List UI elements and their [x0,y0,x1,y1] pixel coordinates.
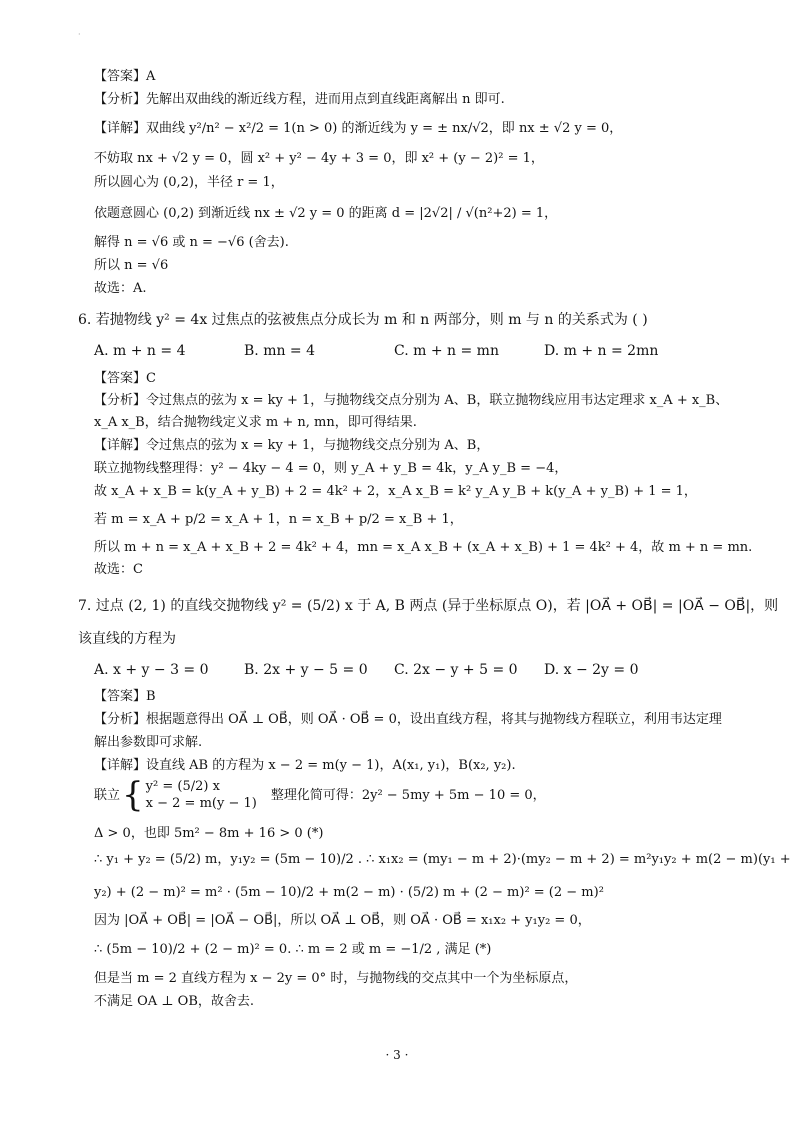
system-equation-1: y² = (5/2) x [145,779,220,794]
detail-line: 故选：A. [94,281,147,296]
detail-line: 但是当 m = 2 直线方程为 x − 2y = 0° 时，与抛物线的交点其中一个为坐标原点， [94,971,578,986]
equation-system [94,775,546,815]
detail-line: ∴ y₁ + y₂ = (5/2) m，y₁y₂ = (5m − 10)/2 . ∴ x₁x₂ = (my₁ − m + 2)·(my₂ − m + 2) = m²y₁y₂ + m(2 − m)(y₁ + [94,852,791,867]
detail-line: 不满足 OA ⊥ OB，故舍去. [94,994,255,1009]
detail-line: Δ > 0，也即 5m² − 8m + 16 > 0 (*) [94,826,324,841]
answer-label: 【答案】A [94,69,156,84]
analysis-text: 解出参数即可求解. [94,735,203,750]
question-6-options [94,342,714,360]
page-number: · 3 · [385,1048,409,1062]
option-a: A. x + y − 3 = 0 [94,662,209,678]
detail-line: 所以 n = √6 [94,258,169,273]
detail-line: 若 m = x_A + p/2 = x_A + 1，n = x_B + p/2 = x_B + 1， [94,512,463,527]
detail-line: y₂) + (2 − m)² = m² · (5m − 10)/2 + m(2 − m) · (5/2) m + (2 − m)² = (2 − m)² [94,885,604,900]
system-label: 联立 [94,787,121,803]
detail-line: 【详解】双曲线 y²/n² − x²/2 = 1(n > 0) 的渐近线为 y = ± nx/√2，即 nx ± √2 y = 0， [94,121,623,136]
system-result: 整理化简可得：2y² − 5my + 5m − 10 = 0， [270,787,546,803]
question-7: 7. 过点 (2, 1) 的直线交抛物线 y² = (5/2) x 于 A, B 两点 (异于坐标原点 O)，若 |OA⃗ + OB⃗| = |OA⃗ − OB⃗|，则 [78,598,779,614]
detail-line: 解得 n = √6 或 n = −√6 (舍去). [94,235,289,250]
analysis-text: 【分析】令过焦点的弦为 x = ky + 1，与抛物线交点分别为 A、B，联立抛物线应用韦达定理求 x_A + x_B、 [94,393,729,408]
detail-line: 不妨取 nx + √2 y = 0，圆 x² + y² − 4y + 3 = 0，即 x² + (y − 2)² = 1， [94,151,544,166]
detail-line: 所以圆心为 (0,2)，半径 r = 1， [94,175,284,190]
answer-label: 【答案】C [94,371,156,386]
detail-line: 【详解】设直线 AB 的方程为 x − 2 = m(y − 1)，A(x₁, y₁)，B(x₂, y₂). [94,758,516,773]
detail-line: 故 x_A + x_B = k(y_A + y_B) + 2 = 4k² + 2，x_A x_B = k² y_A y_B + k(y_A + y_B) + 1 = 1， [94,484,697,499]
detail-line: 因为 |OA⃗ + OB⃗| = |OA⃗ − OB⃗|，所以 OA⃗ ⊥ OB⃗，则 OA⃗ · OB⃗ = x₁x₂ + y₁y₂ = 0， [94,913,591,928]
corner-mark: · [78,30,81,39]
system-equation-2: x − 2 = m(y − 1) [145,796,257,811]
analysis-text: x_A x_B，结合抛物线定义求 m + n, mn，即可得结果. [94,415,417,430]
detail-line: ∴ (5m − 10)/2 + (2 − m)² = 0. ∴ m = 2 或 m = −1/2 , 满足 (*) [94,942,492,957]
option-a: A. m + n = 4 [94,343,186,359]
option-d: D. m + n = 2mn [544,343,659,359]
detail-line: 【详解】令过焦点的弦为 x = ky + 1，与抛物线交点分别为 A、B， [94,438,490,453]
detail-line: 依题意圆心 (0,2) 到渐近线 nx ± √2 y = 0 的距离 d = |2√2| / √(n²+2) = 1， [94,206,558,221]
option-b: B. mn = 4 [244,343,316,359]
detail-line: 所以 m + n = x_A + x_B + 2 = 4k² + 4，mn = x_A x_B + (x_A + x_B) + 1 = 4k² + 4，故 m + n = mn. [94,540,753,555]
brace-symbol: { [122,775,144,815]
question-6: 6. 若抛物线 y² = 4x 过焦点的弦被焦点分成长为 m 和 n 两部分，则 m 与 n 的关系式为 ( ) [78,312,648,328]
detail-line: 联立抛物线整理得：y² − 4ky − 4 = 0，则 y_A + y_B = 4k，y_A y_B = −4， [94,461,568,476]
option-c: C. m + n = mn [394,343,499,359]
option-b: B. 2x + y − 5 = 0 [244,662,368,678]
analysis-text: 【分析】先解出双曲线的渐近线方程，进而用点到直线距离解出 n 即可. [94,92,505,107]
answer-label: 【答案】B [94,689,156,704]
system-equations [146,778,257,812]
question-7-options [94,661,714,679]
question-7-continued: 该直线的方程为 [78,631,176,647]
detail-line: 故选：C [94,562,143,577]
option-d: D. x − 2y = 0 [544,662,639,678]
option-c: C. 2x − y + 5 = 0 [394,662,518,678]
analysis-text: 【分析】根据题意得出 OA⃗ ⊥ OB⃗，则 OA⃗ · OB⃗ = 0，设出直线方程，将其与抛物线方程联立，利用韦达定理 [94,712,722,727]
